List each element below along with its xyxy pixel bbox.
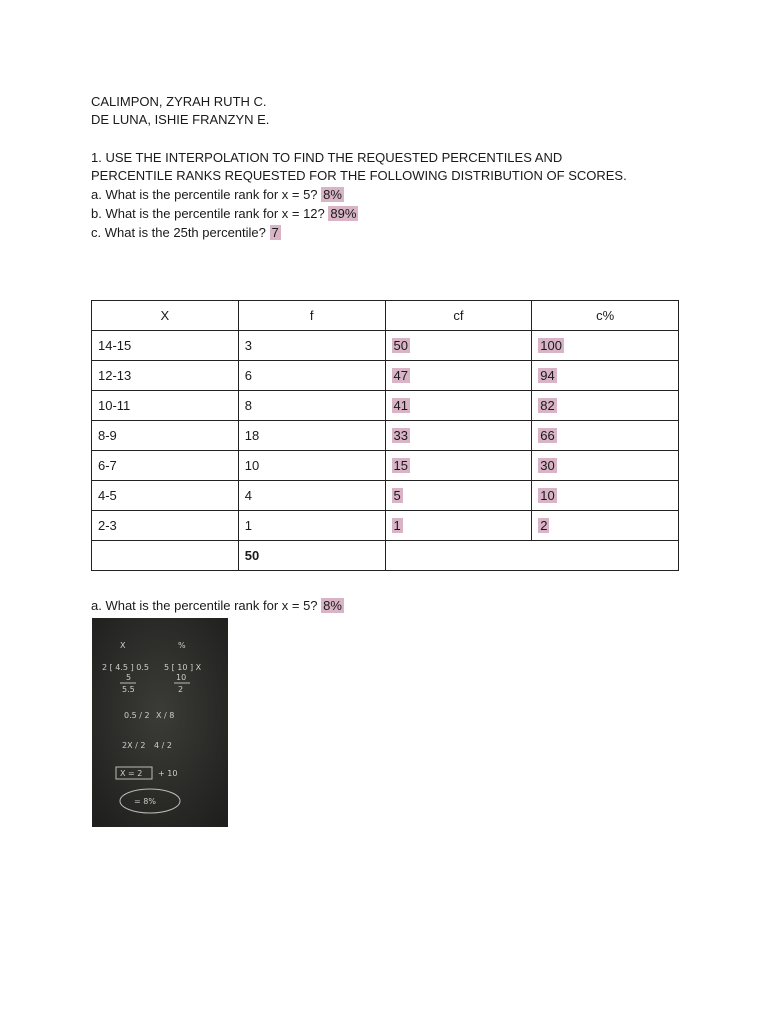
photo-expr-left: 2 [ 4.5 ] 0.5 bbox=[102, 663, 149, 672]
cell-x: 10-11 bbox=[92, 391, 239, 421]
table-row bbox=[92, 421, 679, 451]
photo-frac-right-den: 2 bbox=[178, 685, 184, 694]
cell-x: 2-3 bbox=[92, 511, 239, 541]
problem-heading-line-1: 1. USE THE INTERPOLATION TO FIND THE REQUESTED PERCENTILES AND bbox=[91, 150, 563, 165]
header-x: X bbox=[92, 301, 239, 331]
table-row bbox=[92, 511, 679, 541]
photo-plus: + 10 bbox=[158, 769, 178, 778]
cell-cpercent: 94 bbox=[532, 361, 679, 391]
photo-frac-right-num: 10 bbox=[176, 673, 187, 682]
question-a-answer: 8% bbox=[323, 187, 342, 202]
question-a-text: a. What is the percentile rank for x = 5? bbox=[91, 187, 318, 202]
cell-cf: 41 bbox=[385, 391, 532, 421]
question-c-answer: 7 bbox=[271, 225, 279, 240]
table-row bbox=[92, 391, 679, 421]
cell-x: 8-9 bbox=[92, 421, 239, 451]
header-cf: cf bbox=[385, 301, 532, 331]
header-f: f bbox=[238, 301, 385, 331]
cell-total: 50 bbox=[238, 541, 385, 571]
cell-f: 6 bbox=[238, 361, 385, 391]
cell-empty-merged bbox=[385, 541, 679, 571]
photo-frac-left-den: 5.5 bbox=[122, 685, 135, 694]
cell-f: 3 bbox=[238, 331, 385, 361]
cell-f: 18 bbox=[238, 421, 385, 451]
table-row bbox=[92, 331, 679, 361]
cell-cf: 50 bbox=[385, 331, 532, 361]
question-b-answer: 89% bbox=[330, 206, 357, 221]
cell-f: 8 bbox=[238, 391, 385, 421]
photo-eq1-right: X / 8 bbox=[156, 711, 175, 720]
photo-eq2-right: 4 / 2 bbox=[154, 741, 172, 750]
cell-cf: 15 bbox=[385, 451, 532, 481]
author-line-2: DE LUNA, ISHIE FRANZYN E. bbox=[91, 112, 270, 127]
cell-f: 10 bbox=[238, 451, 385, 481]
handwritten-solution-photo bbox=[92, 618, 228, 827]
header-cpercent: c% bbox=[532, 301, 679, 331]
cell-cpercent: 66 bbox=[532, 421, 679, 451]
question-a bbox=[91, 187, 344, 203]
author-line-1: CALIMPON, ZYRAH RUTH C. bbox=[91, 94, 267, 109]
solution-answer: 8% bbox=[323, 598, 342, 613]
photo-col-percent: % bbox=[178, 641, 186, 650]
photo-frac-left-num: 5 bbox=[126, 673, 132, 682]
photo-eq1-left: 0.5 / 2 bbox=[124, 711, 150, 720]
table-header-row bbox=[92, 301, 679, 331]
solution-question-text: a. What is the percentile rank for x = 5? bbox=[91, 598, 318, 613]
photo-eq2-left: 2X / 2 bbox=[122, 741, 146, 750]
problem-heading-line-2: PERCENTILE RANKS REQUESTED FOR THE FOLLOWING DISTRIBUTION OF SCORES. bbox=[91, 168, 627, 183]
cell-cf: 33 bbox=[385, 421, 532, 451]
cell-cpercent: 82 bbox=[532, 391, 679, 421]
table-total-row bbox=[92, 541, 679, 571]
photo-expr-right: 5 [ 10 ] X bbox=[164, 663, 202, 672]
question-c bbox=[91, 225, 281, 241]
question-b bbox=[91, 206, 358, 222]
question-c-text: c. What is the 25th percentile? bbox=[91, 225, 266, 240]
cell-cf: 5 bbox=[385, 481, 532, 511]
cell-f: 4 bbox=[238, 481, 385, 511]
cell-cpercent: 2 bbox=[532, 511, 679, 541]
photo-col-x: X bbox=[120, 641, 126, 650]
cell-cf: 1 bbox=[385, 511, 532, 541]
photo-result: = 8% bbox=[134, 797, 156, 806]
cell-x: 12-13 bbox=[92, 361, 239, 391]
cell-f: 1 bbox=[238, 511, 385, 541]
cell-x: 14-15 bbox=[92, 331, 239, 361]
cell-cpercent: 100 bbox=[532, 331, 679, 361]
cell-cf: 47 bbox=[385, 361, 532, 391]
question-b-text: b. What is the percentile rank for x = 12? bbox=[91, 206, 325, 221]
table-row bbox=[92, 451, 679, 481]
cell-cpercent: 30 bbox=[532, 451, 679, 481]
handwritten-notes bbox=[92, 618, 228, 827]
photo-boxed: X = 2 bbox=[120, 769, 143, 778]
distribution-table bbox=[91, 300, 679, 571]
table-row bbox=[92, 361, 679, 391]
cell-x: 4-5 bbox=[92, 481, 239, 511]
table-row bbox=[92, 481, 679, 511]
solution-question bbox=[91, 598, 344, 614]
cell-cpercent: 10 bbox=[532, 481, 679, 511]
cell-empty bbox=[92, 541, 239, 571]
cell-x: 6-7 bbox=[92, 451, 239, 481]
